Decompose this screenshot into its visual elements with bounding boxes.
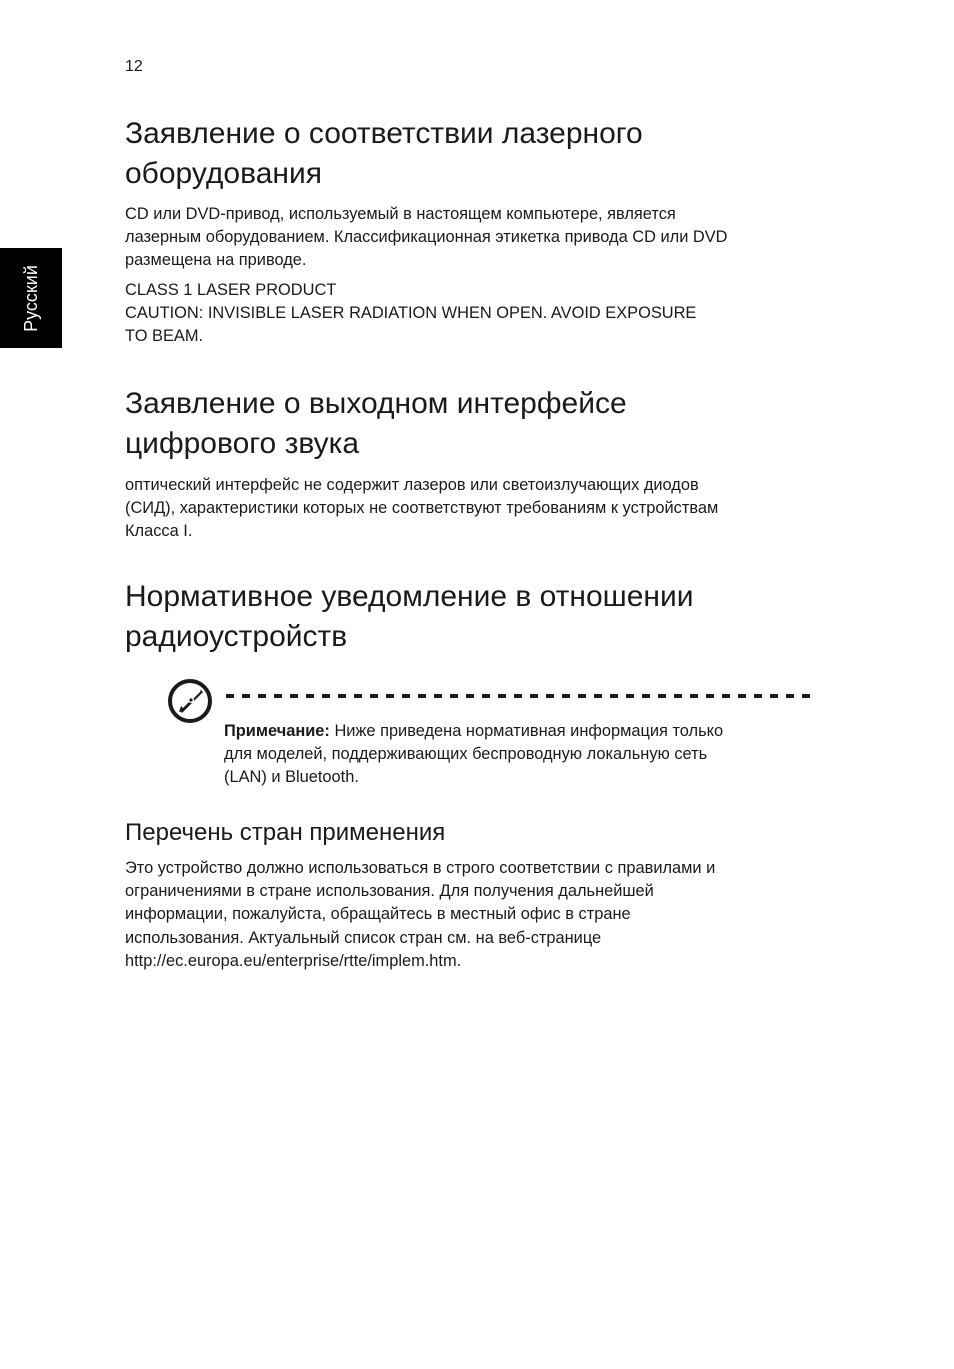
note-divider xyxy=(226,694,810,698)
audio-section xyxy=(125,384,815,464)
note-pen-icon xyxy=(167,678,213,724)
page-number: 12 xyxy=(125,58,143,75)
audio-para-line: оптический интерфейс не содержит лазеров или светоизлучающих диодов xyxy=(125,476,699,494)
laser-class-line: TO BEAM. xyxy=(125,327,204,346)
countries-para-line: ограничениями в стране использования. Для получения дальнейшей xyxy=(125,882,654,901)
radio-title-line1: Нормативное уведомление в отношении xyxy=(125,580,694,613)
audio-title-line2: цифрового звука xyxy=(125,427,360,460)
radio-title xyxy=(125,577,815,657)
note-text xyxy=(224,720,814,790)
countries-section xyxy=(125,818,815,848)
radio-title-line2: радиоустройств xyxy=(125,620,348,653)
audio-para-line: (СИД), характеристики которых не соответствуют требованиям к устройствам xyxy=(125,499,719,518)
note-label: Примечание: xyxy=(224,722,330,740)
laser-section xyxy=(125,114,815,194)
laser-para-line: лазерным оборудованием. Классификационная этикетка привода CD или DVD xyxy=(125,228,728,247)
laser-paragraph xyxy=(125,203,815,273)
countries-para-line: Это устройство должно использоваться в строго соответствии с правилами и xyxy=(125,859,716,877)
laser-title xyxy=(125,114,815,194)
note-line1: Ниже приведена нормативная информация только xyxy=(329,722,724,740)
laser-title-line1: Заявление о соответствии лазерного xyxy=(125,117,643,150)
countries-url: http://ec.europa.eu/enterprise/rtte/implem.htm. xyxy=(125,951,462,970)
note-line3: (LAN) и Bluetooth. xyxy=(224,768,359,787)
countries-para-line: информации, пожалуйста, обращайтесь в местный офис в стране xyxy=(125,905,631,924)
laser-class-text xyxy=(125,279,815,349)
laser-class-line: CAUTION: INVISIBLE LASER RADIATION WHEN OPEN. AVOID EXPOSURE xyxy=(125,304,697,323)
audio-para-line: Класса I. xyxy=(125,522,193,541)
note-line2: для моделей, поддерживающих беспроводную локальную сеть xyxy=(224,745,708,764)
language-tab-label: Русский xyxy=(20,264,41,332)
countries-title: Перечень стран применения xyxy=(125,819,446,846)
language-tab xyxy=(0,248,62,348)
audio-paragraph xyxy=(125,474,815,544)
laser-title-line2: оборудования xyxy=(125,157,322,190)
countries-para-line: использования. Актуальный список стран см. на веб-странице xyxy=(125,928,602,947)
audio-title xyxy=(125,384,815,464)
laser-para-line: CD или DVD-привод, используемый в настоящем компьютере, является xyxy=(125,205,676,223)
audio-title-line1: Заявление о выходном интерфейсе xyxy=(125,387,627,420)
countries-paragraph xyxy=(125,857,815,973)
radio-section xyxy=(125,577,815,657)
laser-para-line: размещена на приводе. xyxy=(125,251,307,270)
laser-class-line: CLASS 1 LASER PRODUCT xyxy=(125,281,337,299)
